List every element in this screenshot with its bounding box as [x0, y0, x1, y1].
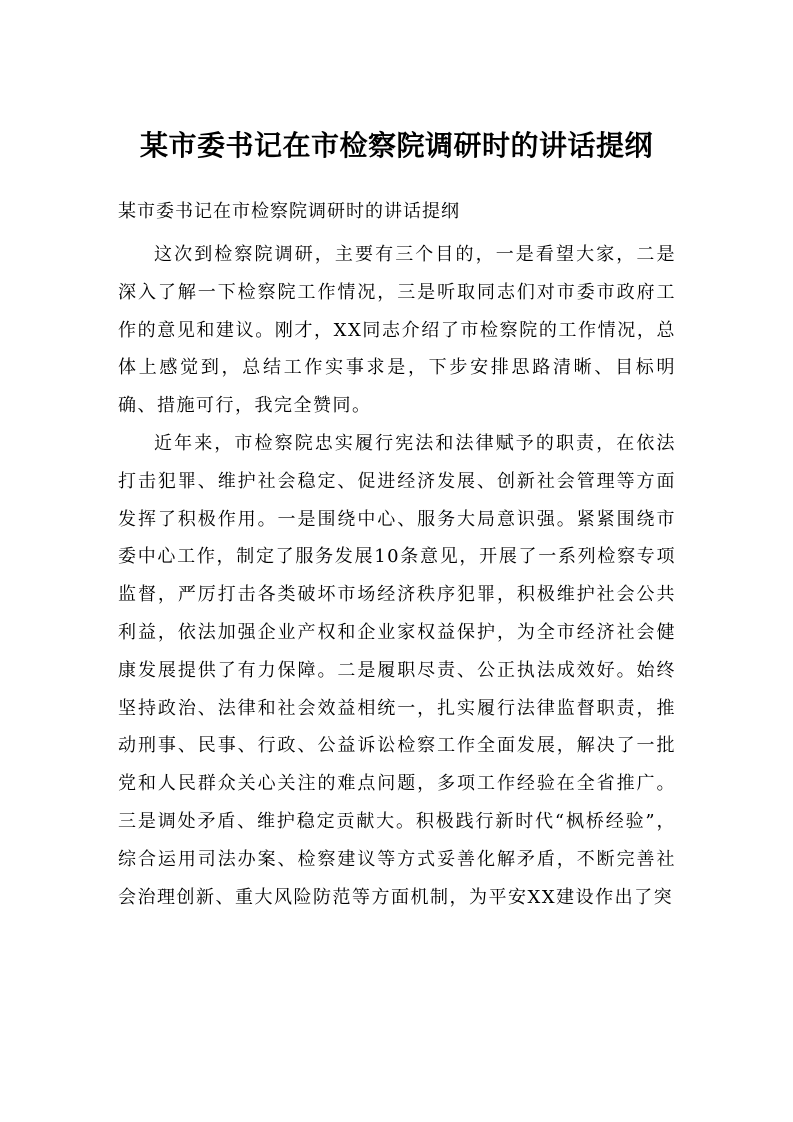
- document-subtitle: 某市委书记在市检察院调研时的讲话提纲: [118, 201, 460, 222]
- body-paragraph-2: 近年来，市检察院忠实履行宪法和法律赋予的职责，在依法打击犯罪、维护社会稳定、促进经济发展、创新社会管理等方面发挥了积极作用。一是围绕中心、服务大局意识强。紧紧围绕市委中心工作，制定了服务发展10条意见，开展了一系列检察专项监督，严厉打击各类破坏市场经济秩序犯罪，积极维护社会公共利益，依法加强企业产权和企业家权益保护，为全市经济社会健康发展提供了有力保障。二是履职尽责、公正执法成效好。始终坚持政治、法律和社会效益相统一，扎实履行法律监督职责，推动刑事、民事、行政、公益诉讼检察工作全面发展，解决了一批党和人民群众关心关注的难点问题，多项工作经验在全省推广。三是调处矛盾、维护稳定贡献大。积极践行新时代“枫桥经验”，综合运用司法办案、检察建议等方式妥善化解矛盾，不断完善社会治理创新、重大风险防范等方面机制，为平安XX建设作出了突: [118, 432, 676, 908]
- document-body: [118, 236, 676, 916]
- body-paragraph-1: 这次到检察院调研，主要有三个目的，一是看望大家，二是深入了解一下检察院工作情况，三是听取同志们对市委市政府工作的意见和建议。刚才，XX同志介绍了市检察院的工作情况，总体上感觉到，总结工作实事求是，下步安排思路清晰、目标明确、措施可行，我完全赞同。: [118, 244, 676, 417]
- document-title: 某市委书记在市检察院调研时的讲话提纲: [139, 129, 653, 162]
